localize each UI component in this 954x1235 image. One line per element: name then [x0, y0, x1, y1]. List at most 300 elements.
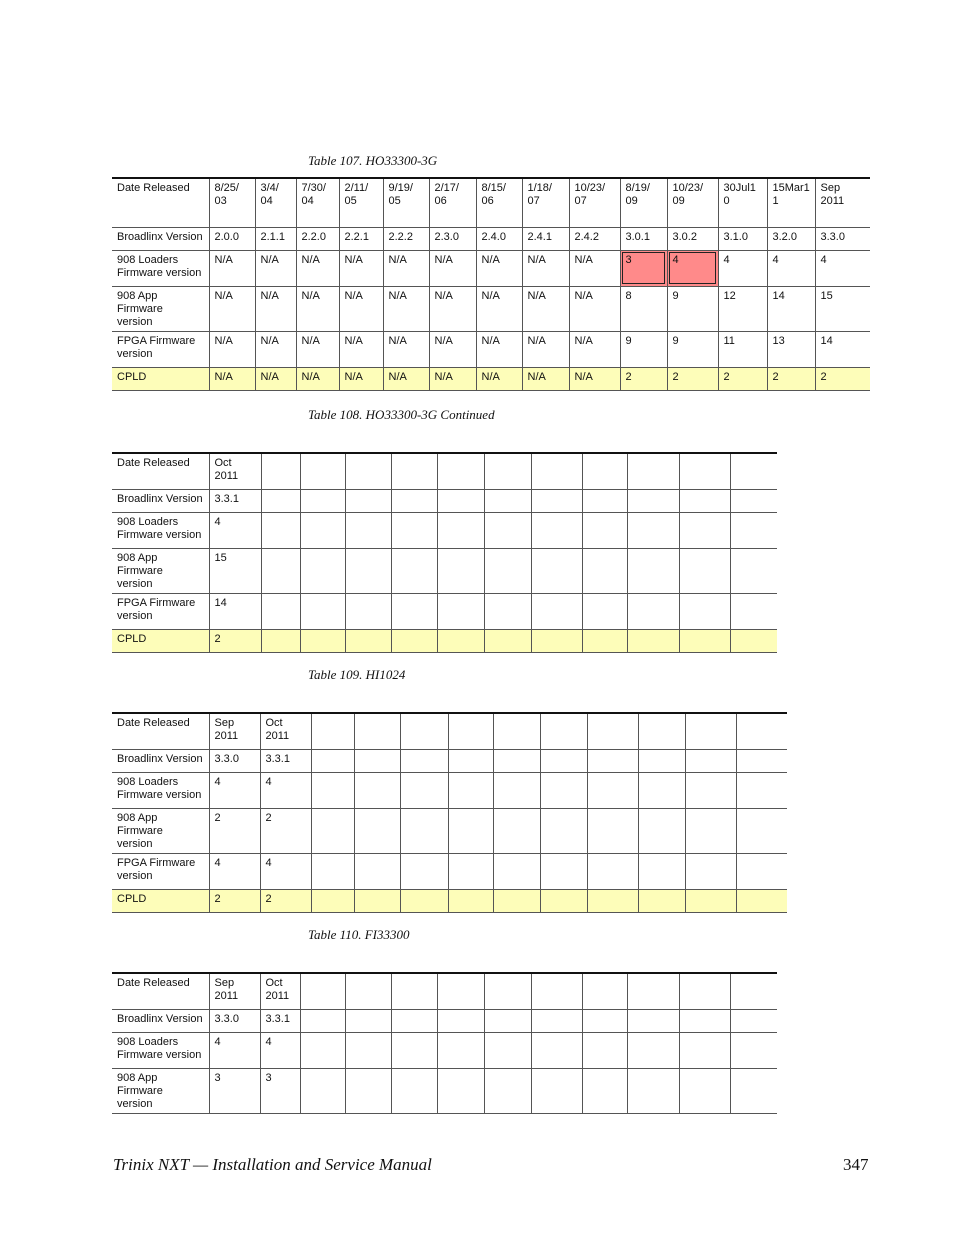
table-cell: N/A	[522, 367, 569, 390]
table-cell: N/A	[522, 250, 569, 286]
table-cell: 4	[767, 250, 815, 286]
table-cell	[484, 593, 531, 629]
table-cell	[354, 889, 400, 912]
table-cell: N/A	[209, 331, 255, 367]
table-cell	[730, 489, 777, 512]
table-cell: 3.2.0	[767, 227, 815, 250]
table-cell	[484, 973, 531, 1009]
table-cell: N/A	[569, 250, 620, 286]
table-cell: 3.0.1	[620, 227, 667, 250]
table-cell	[582, 489, 627, 512]
table-row	[112, 1068, 777, 1113]
table-cell	[582, 453, 627, 489]
table-cell	[437, 1068, 484, 1113]
table-cell	[679, 453, 730, 489]
table-cell	[448, 889, 493, 912]
table-cell: 12	[718, 286, 767, 331]
table-cell	[587, 853, 638, 889]
table-cell: N/A	[255, 286, 296, 331]
table-cell	[345, 629, 391, 652]
table-cell: 8/25/ 03	[209, 178, 255, 227]
table-cell	[531, 548, 582, 593]
table-row	[112, 713, 787, 749]
table-cell	[679, 548, 730, 593]
table-cell	[345, 593, 391, 629]
table-cell	[493, 772, 540, 808]
row-label: Date Released	[112, 713, 209, 749]
row-label: CPLD	[112, 629, 209, 652]
table-cell: Sep 2011	[209, 713, 260, 749]
table-cell	[540, 889, 587, 912]
table-row	[112, 331, 870, 367]
table-cell	[311, 772, 354, 808]
table-cell: 4	[209, 772, 260, 808]
table-cell	[730, 1009, 777, 1032]
table-cell	[736, 889, 787, 912]
table-cell	[679, 1032, 730, 1068]
table-cell: 4	[209, 1032, 260, 1068]
table-cell: 3.1.0	[718, 227, 767, 250]
table-cell	[400, 749, 448, 772]
table-cell	[638, 808, 685, 853]
table-cell: 8	[620, 286, 667, 331]
table-cell	[531, 489, 582, 512]
table-cell	[627, 489, 679, 512]
table-cell: N/A	[476, 331, 522, 367]
table-cell	[638, 772, 685, 808]
table-cell: 2	[209, 808, 260, 853]
table-cell	[679, 512, 730, 548]
table-cell	[391, 1068, 437, 1113]
table-cell: 3.3.0	[209, 749, 260, 772]
table-cell	[400, 853, 448, 889]
table-cell: N/A	[255, 367, 296, 390]
table-cell	[685, 889, 736, 912]
row-label: 908 Loaders Firmware version	[112, 512, 209, 548]
table-cell: N/A	[569, 286, 620, 331]
row-label: Broadlinx Version	[112, 749, 209, 772]
table-108-body	[112, 453, 777, 652]
table-cell	[311, 889, 354, 912]
table-cell	[300, 489, 345, 512]
table-row	[112, 227, 870, 250]
table-cell	[437, 512, 484, 548]
table-cell: 2	[815, 367, 870, 390]
table-cell	[300, 973, 345, 1009]
table-cell: 2	[667, 367, 718, 390]
table-107-caption: Table 107. HO33300-3G	[308, 153, 438, 168]
table-cell: 3	[209, 1068, 260, 1113]
table-cell: 3/4/ 04	[255, 178, 296, 227]
row-label: 908 App Firmware version	[112, 286, 209, 331]
table-row	[112, 749, 787, 772]
table-cell: 2	[260, 808, 311, 853]
table-cell	[679, 629, 730, 652]
table-row	[112, 250, 870, 286]
table-109-caption: Table 109. HI1024	[308, 667, 406, 682]
table-cell: Oct 2011	[260, 713, 311, 749]
table-cell: N/A	[296, 286, 339, 331]
table-cell: N/A	[476, 286, 522, 331]
table-cell: N/A	[383, 331, 429, 367]
table-107-body	[112, 178, 870, 390]
table-cell	[531, 973, 582, 1009]
table-cell	[493, 808, 540, 853]
table-cell	[300, 1009, 345, 1032]
table-cell	[627, 453, 679, 489]
table-row	[112, 808, 787, 853]
table-cell	[587, 713, 638, 749]
footer-page-number: 347	[843, 1155, 869, 1174]
row-label: 908 App Firmware version	[112, 1068, 209, 1113]
table-cell	[484, 1009, 531, 1032]
table-row	[112, 178, 870, 227]
table-cell	[730, 548, 777, 593]
table-row	[112, 367, 870, 390]
table-cell	[736, 853, 787, 889]
table-cell: N/A	[569, 367, 620, 390]
table-cell: N/A	[209, 367, 255, 390]
table-cell	[638, 749, 685, 772]
table-cell: N/A	[522, 286, 569, 331]
table-cell	[679, 1009, 730, 1032]
table-cell: N/A	[255, 331, 296, 367]
table-cell: 2	[260, 889, 311, 912]
row-label: Date Released	[112, 973, 209, 1009]
table-cell	[300, 1032, 345, 1068]
table-row	[112, 1009, 777, 1032]
table-row	[112, 286, 870, 331]
table-cell	[484, 548, 531, 593]
table-cell	[261, 548, 300, 593]
table-cell	[345, 548, 391, 593]
table-cell	[345, 1032, 391, 1068]
table-cell	[354, 713, 400, 749]
table-cell: N/A	[209, 286, 255, 331]
table-cell: 4	[260, 772, 311, 808]
table-cell	[627, 512, 679, 548]
table-cell	[638, 889, 685, 912]
table-cell	[484, 489, 531, 512]
table-cell	[448, 749, 493, 772]
table-cell	[300, 593, 345, 629]
table-cell	[354, 749, 400, 772]
table-row	[112, 489, 777, 512]
table-cell	[484, 453, 531, 489]
table-cell	[493, 853, 540, 889]
table-cell	[300, 629, 345, 652]
table-cell	[448, 853, 493, 889]
table-110-body	[112, 973, 777, 1113]
table-cell	[582, 593, 627, 629]
table-cell: 2.4.2	[569, 227, 620, 250]
table-cell: 4	[815, 250, 870, 286]
table-cell: Oct 2011	[209, 453, 261, 489]
table-cell	[736, 772, 787, 808]
row-label: Broadlinx Version	[112, 1009, 209, 1032]
table-cell: 15	[815, 286, 870, 331]
table-cell	[400, 772, 448, 808]
table-cell	[587, 772, 638, 808]
table-cell: 2.1.1	[255, 227, 296, 250]
table-cell	[540, 772, 587, 808]
table-cell	[730, 453, 777, 489]
table-cell: 2.4.1	[522, 227, 569, 250]
table-cell	[300, 548, 345, 593]
table-cell	[437, 973, 484, 1009]
table-cell	[531, 1068, 582, 1113]
table-cell	[627, 548, 679, 593]
table-cell	[531, 512, 582, 548]
table-cell	[730, 593, 777, 629]
table-109	[112, 712, 787, 913]
table-cell	[345, 1068, 391, 1113]
table-cell: 9	[667, 286, 718, 331]
table-cell	[261, 629, 300, 652]
table-cell: 3.0.2	[667, 227, 718, 250]
table-cell	[484, 629, 531, 652]
table-cell	[531, 593, 582, 629]
table-row	[112, 973, 777, 1009]
table-cell	[345, 1009, 391, 1032]
table-cell: 11	[718, 331, 767, 367]
table-row	[112, 889, 787, 912]
table-cell	[531, 453, 582, 489]
row-label: CPLD	[112, 367, 209, 390]
table-cell: 2	[209, 889, 260, 912]
table-cell	[448, 772, 493, 808]
table-cell: 4	[209, 512, 261, 548]
table-cell: N/A	[296, 331, 339, 367]
table-cell	[627, 593, 679, 629]
table-cell	[730, 512, 777, 548]
row-label: FPGA Firmware version	[112, 853, 209, 889]
table-cell: N/A	[296, 250, 339, 286]
table-cell	[345, 512, 391, 548]
table-row	[112, 548, 777, 593]
table-cell: 4	[260, 853, 311, 889]
table-cell: N/A	[522, 331, 569, 367]
table-cell: N/A	[383, 250, 429, 286]
table-cell	[345, 489, 391, 512]
table-cell	[540, 808, 587, 853]
table-row	[112, 629, 777, 652]
row-label: Date Released	[112, 178, 209, 227]
table-cell: 2	[209, 629, 261, 652]
table-cell	[391, 593, 437, 629]
table-cell	[531, 1032, 582, 1068]
table-cell: 1/18/ 07	[522, 178, 569, 227]
table-cell	[345, 453, 391, 489]
row-label: FPGA Firmware version	[112, 593, 209, 629]
table-cell: 10/23/ 07	[569, 178, 620, 227]
table-cell: 9/19/ 05	[383, 178, 429, 227]
table-108	[112, 452, 777, 653]
table-cell	[391, 512, 437, 548]
table-cell	[311, 713, 354, 749]
table-cell	[685, 713, 736, 749]
table-cell	[493, 749, 540, 772]
table-cell: 10/23/ 09	[667, 178, 718, 227]
table-cell	[685, 749, 736, 772]
table-cell	[391, 1009, 437, 1032]
table-cell	[627, 629, 679, 652]
table-cell	[531, 1009, 582, 1032]
table-cell	[627, 1032, 679, 1068]
table-cell: N/A	[429, 331, 476, 367]
table-cell	[736, 808, 787, 853]
table-cell	[627, 1009, 679, 1032]
table-cell: N/A	[255, 250, 296, 286]
table-cell	[685, 853, 736, 889]
table-row	[112, 772, 787, 808]
table-cell: 3	[620, 250, 667, 286]
table-cell	[679, 973, 730, 1009]
table-cell	[730, 629, 777, 652]
table-cell: 4	[209, 853, 260, 889]
table-cell: N/A	[209, 250, 255, 286]
table-cell	[685, 772, 736, 808]
table-cell: N/A	[383, 367, 429, 390]
table-cell: 2	[767, 367, 815, 390]
table-cell	[345, 973, 391, 1009]
table-cell: 2.2.0	[296, 227, 339, 250]
table-cell: 2/17/ 06	[429, 178, 476, 227]
row-label: Broadlinx Version	[112, 227, 209, 250]
table-cell: 2	[718, 367, 767, 390]
table-cell: 9	[620, 331, 667, 367]
table-cell	[587, 749, 638, 772]
table-cell	[587, 889, 638, 912]
row-label: FPGA Firmware version	[112, 331, 209, 367]
row-label: CPLD	[112, 889, 209, 912]
table-cell: N/A	[383, 286, 429, 331]
footer-manual-title: Trinix NXT — Installation and Service Manual	[113, 1155, 432, 1174]
row-label: 908 Loaders Firmware version	[112, 250, 209, 286]
table-cell: N/A	[476, 250, 522, 286]
table-cell	[679, 489, 730, 512]
table-cell	[582, 512, 627, 548]
row-label: Broadlinx Version	[112, 489, 209, 512]
table-cell	[400, 808, 448, 853]
table-cell	[679, 593, 730, 629]
table-cell	[627, 1068, 679, 1113]
table-cell: N/A	[296, 367, 339, 390]
table-cell	[448, 713, 493, 749]
table-cell: 4	[667, 250, 718, 286]
table-cell: 3.3.1	[260, 749, 311, 772]
table-cell: N/A	[429, 286, 476, 331]
table-cell	[391, 973, 437, 1009]
table-cell	[730, 1032, 777, 1068]
table-cell: 9	[667, 331, 718, 367]
table-cell	[730, 973, 777, 1009]
table-108-caption: Table 108. HO33300-3G Continued	[308, 407, 495, 422]
table-cell: 3.3.0	[815, 227, 870, 250]
table-cell	[261, 593, 300, 629]
table-cell	[391, 548, 437, 593]
table-cell: 3.3.1	[260, 1009, 300, 1032]
table-cell	[638, 713, 685, 749]
table-cell	[484, 512, 531, 548]
table-cell: 14	[209, 593, 261, 629]
table-cell	[261, 453, 300, 489]
table-cell	[540, 749, 587, 772]
table-cell: Oct 2011	[260, 973, 300, 1009]
table-cell	[437, 593, 484, 629]
table-cell	[391, 453, 437, 489]
table-cell	[531, 629, 582, 652]
table-cell	[587, 808, 638, 853]
table-cell	[679, 1068, 730, 1113]
table-cell: Sep 2011	[209, 973, 260, 1009]
table-cell	[638, 853, 685, 889]
row-label: 908 Loaders Firmware version	[112, 772, 209, 808]
table-cell	[354, 808, 400, 853]
table-cell	[582, 973, 627, 1009]
table-cell: 2.0.0	[209, 227, 255, 250]
table-cell	[484, 1068, 531, 1113]
table-cell: 15	[209, 548, 261, 593]
table-cell	[540, 853, 587, 889]
table-cell	[730, 1068, 777, 1113]
table-110-caption: Table 110. FI33300	[308, 927, 410, 942]
table-cell	[582, 1068, 627, 1113]
table-row	[112, 1032, 777, 1068]
table-cell	[540, 713, 587, 749]
table-110	[112, 972, 777, 1114]
table-cell	[261, 489, 300, 512]
row-label: Date Released	[112, 453, 209, 489]
table-cell	[354, 853, 400, 889]
table-cell	[493, 713, 540, 749]
table-cell: N/A	[339, 367, 383, 390]
table-cell: 8/19/ 09	[620, 178, 667, 227]
table-cell: 2.2.2	[383, 227, 429, 250]
table-cell: 8/15/ 06	[476, 178, 522, 227]
table-row	[112, 453, 777, 489]
table-row	[112, 512, 777, 548]
table-cell	[311, 808, 354, 853]
table-cell: 2.2.1	[339, 227, 383, 250]
table-row	[112, 853, 787, 889]
table-cell: 13	[767, 331, 815, 367]
table-cell: N/A	[339, 331, 383, 367]
table-cell	[437, 453, 484, 489]
table-cell	[493, 889, 540, 912]
table-cell: 4	[260, 1032, 300, 1068]
table-cell	[736, 713, 787, 749]
table-cell	[354, 772, 400, 808]
row-label: 908 App Firmware version	[112, 548, 209, 593]
table-cell: Sep 2011	[815, 178, 870, 227]
row-label: 908 App Firmware version	[112, 808, 209, 853]
table-cell	[300, 453, 345, 489]
table-cell: N/A	[569, 331, 620, 367]
table-109-body	[112, 713, 787, 912]
table-cell: 14	[815, 331, 870, 367]
table-cell: 2.4.0	[476, 227, 522, 250]
table-cell: N/A	[429, 250, 476, 286]
table-cell: 2/11/ 05	[339, 178, 383, 227]
table-cell: 3	[260, 1068, 300, 1113]
table-cell: 3.3.1	[209, 489, 261, 512]
table-cell	[582, 548, 627, 593]
table-cell	[484, 1032, 531, 1068]
table-cell	[400, 889, 448, 912]
table-cell: 7/30/ 04	[296, 178, 339, 227]
table-cell	[582, 1009, 627, 1032]
